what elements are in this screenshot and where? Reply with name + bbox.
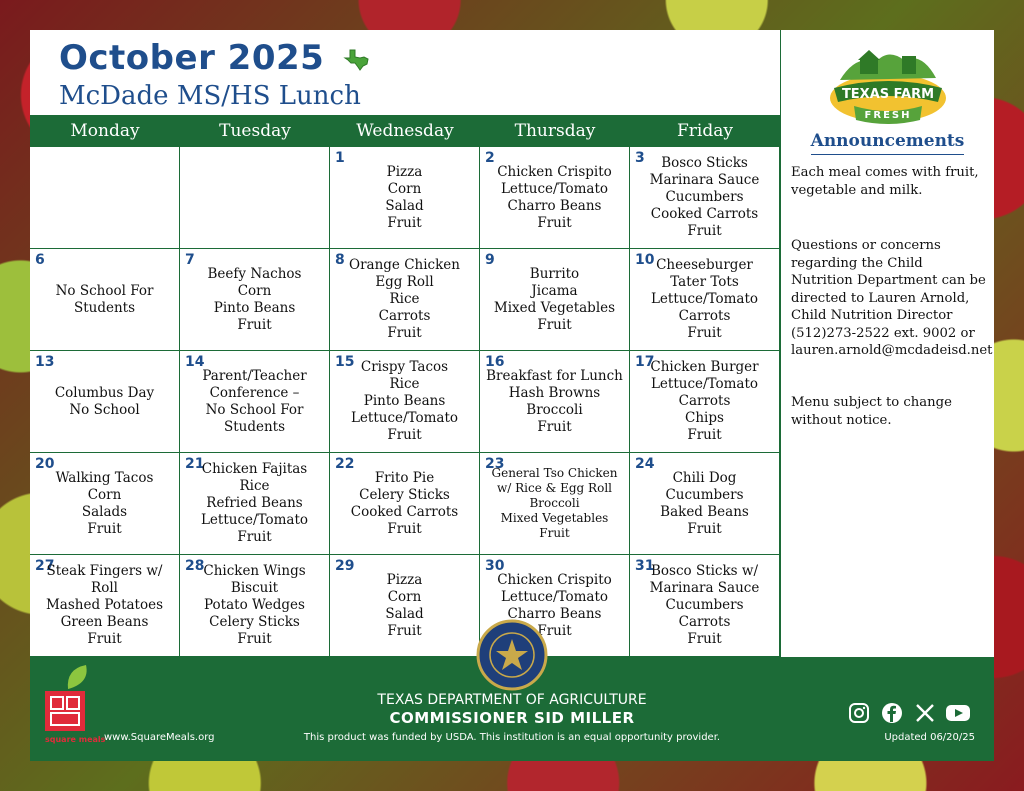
day-number: 7 bbox=[185, 252, 195, 268]
day-cell bbox=[480, 351, 630, 453]
day-number: 2 bbox=[485, 150, 495, 166]
day-number: 14 bbox=[185, 354, 205, 370]
menu-item: Celery Sticks bbox=[209, 614, 300, 630]
announcement-disclaimer: Menu subject to change without notice. bbox=[791, 395, 952, 428]
menu-item: Biscuit bbox=[230, 580, 279, 596]
menu-item: Egg Roll bbox=[375, 274, 434, 290]
day-cell bbox=[330, 453, 480, 555]
updated-date: Updated 06/20/25 bbox=[884, 732, 975, 743]
menu-item: No School For bbox=[55, 282, 154, 299]
menu-item: Salad bbox=[385, 197, 424, 214]
day-number: 8 bbox=[335, 252, 345, 268]
menu-item: Pinto Beans bbox=[363, 393, 446, 409]
menu-item: Rice bbox=[239, 478, 270, 494]
menu-item: Mixed Vegetables bbox=[500, 511, 609, 525]
menu-item: Cucumbers bbox=[665, 486, 744, 503]
footer bbox=[30, 657, 994, 761]
menu-item: Hash Browns bbox=[508, 384, 601, 401]
day-cell bbox=[30, 351, 180, 453]
menu-items bbox=[30, 351, 179, 452]
menu-item: Carrots bbox=[678, 308, 731, 324]
menu-item: Fruit bbox=[687, 325, 722, 341]
day-cell bbox=[330, 249, 480, 351]
menu-items bbox=[480, 351, 629, 452]
day-number: 10 bbox=[635, 252, 655, 268]
day-cell bbox=[180, 555, 330, 657]
menu-item: Parent/Teacher bbox=[202, 367, 307, 384]
menu-item: Fruit bbox=[537, 622, 572, 639]
day-cell bbox=[30, 249, 180, 351]
menu-items bbox=[330, 351, 479, 452]
svg-text:square meals: square meals bbox=[45, 735, 106, 744]
menu-item: Chicken Crispito bbox=[497, 163, 612, 180]
day-cell bbox=[330, 147, 480, 249]
menu-item: Refried Beans bbox=[206, 495, 303, 511]
menu-item: Carrots bbox=[378, 308, 431, 324]
menu-items bbox=[630, 453, 779, 554]
menu-item: Fruit bbox=[687, 520, 722, 537]
svg-text:FRESH: FRESH bbox=[864, 110, 912, 121]
menu-item: Steak Fingers w/ Roll bbox=[46, 563, 163, 596]
menu-item: Lettuce/Tomato bbox=[650, 291, 759, 307]
texas-icon bbox=[344, 49, 370, 71]
menu-item: Carrots bbox=[678, 614, 731, 630]
menu-item: Lettuce/Tomato bbox=[650, 376, 759, 392]
menu-items bbox=[630, 249, 779, 350]
menu-item: Bosco Sticks bbox=[661, 155, 748, 171]
menu-item: Salad bbox=[385, 605, 424, 622]
menu-item: Columbus Day bbox=[54, 384, 155, 401]
day-number: 23 bbox=[485, 456, 505, 472]
menu-item: Cooked Carrots bbox=[650, 206, 759, 222]
day-cell bbox=[180, 147, 330, 249]
menu-item: Cucumbers bbox=[665, 597, 744, 613]
menu-item: Fruit bbox=[537, 316, 572, 333]
day-cell bbox=[480, 453, 630, 555]
menu-item: Corn bbox=[387, 588, 422, 605]
agency-name: TEXAS DEPARTMENT OF AGRICULTURE bbox=[377, 692, 647, 708]
menu-item: Fruit bbox=[539, 526, 570, 540]
menu-item: No School bbox=[69, 401, 140, 418]
menu-item: Lettuce/Tomato bbox=[500, 588, 609, 605]
x-icon[interactable] bbox=[913, 701, 937, 725]
menu-item: Baked Beans bbox=[660, 503, 749, 520]
menu-items bbox=[30, 249, 179, 350]
menu-item: Corn bbox=[387, 180, 422, 197]
menu-item: Carrots bbox=[678, 393, 731, 409]
menu-item: No School For bbox=[205, 401, 304, 418]
menu-item: w/ Rice & Egg Roll bbox=[496, 481, 612, 495]
menu-item: Broccoli bbox=[526, 401, 583, 418]
weekday-label: Friday bbox=[677, 121, 733, 141]
menu-item: Broccoli bbox=[529, 496, 580, 510]
menu-item: Lettuce/Tomato bbox=[500, 180, 609, 197]
day-cell bbox=[180, 351, 330, 453]
menu-item: Fruit bbox=[387, 427, 422, 443]
day-number: 24 bbox=[635, 456, 655, 472]
day-number: 22 bbox=[335, 456, 355, 472]
menu-item: Fruit bbox=[387, 520, 422, 537]
menu-items bbox=[30, 453, 179, 554]
announcement-meal-note: Each meal comes with fruit, vegetable and milk. bbox=[791, 165, 979, 198]
menu-item: Beefy Nachos bbox=[207, 265, 302, 282]
menu-item: Fruit bbox=[687, 631, 722, 647]
menu-calendar bbox=[30, 30, 994, 761]
day-cell bbox=[630, 453, 780, 555]
day-number: 28 bbox=[185, 558, 205, 574]
menu-items bbox=[330, 453, 479, 554]
menu-items bbox=[180, 453, 329, 554]
menu-item: Pinto Beans bbox=[213, 299, 296, 316]
facebook-icon[interactable] bbox=[880, 701, 904, 725]
day-cell bbox=[630, 351, 780, 453]
weekday-header bbox=[30, 115, 780, 147]
menu-item: Fruit bbox=[687, 223, 722, 239]
menu-item: Charro Beans bbox=[507, 605, 602, 622]
menu-item: Potato Wedges bbox=[204, 597, 305, 613]
menu-item: Cheeseburger bbox=[656, 257, 753, 273]
day-number: 15 bbox=[335, 354, 355, 370]
menu-item: Rice bbox=[389, 376, 420, 392]
menu-item: Frito Pie bbox=[374, 469, 435, 486]
day-cell bbox=[630, 555, 780, 657]
announcement-contact: Questions or concerns regarding the Child Nutrition Department can be directed to Lauren Arnold, Child Nutrition Director (512)273-2522 ext. 9002 or lauren.arnold@mcdadeisd.net bbox=[791, 238, 993, 358]
day-number: 31 bbox=[635, 558, 655, 574]
menu-item: Marinara Sauce bbox=[649, 172, 760, 188]
menu-items bbox=[180, 351, 329, 452]
day-number: 3 bbox=[635, 150, 645, 166]
weekday-label: Monday bbox=[70, 121, 140, 141]
svg-text:TEXAS FARM: TEXAS FARM bbox=[841, 87, 935, 102]
funding-statement: This product was funded by USDA. This institution is an equal opportunity provider. bbox=[303, 732, 721, 743]
menu-item: Fruit bbox=[387, 325, 422, 341]
day-number: 27 bbox=[35, 558, 55, 574]
menu-item: Rice bbox=[389, 291, 420, 307]
menu-items bbox=[630, 147, 779, 248]
menu-item: Bosco Sticks w/ bbox=[650, 563, 758, 579]
menu-item: Salads bbox=[81, 503, 128, 520]
menu-item: Fruit bbox=[237, 529, 272, 545]
menu-item: Fruit bbox=[687, 427, 722, 443]
menu-item: Students bbox=[223, 418, 286, 435]
menu-item: Fruit bbox=[87, 631, 122, 647]
menu-items bbox=[180, 147, 329, 248]
menu-item: Fruit bbox=[237, 316, 272, 333]
menu-item: Chicken Wings bbox=[203, 563, 306, 579]
menu-items bbox=[630, 555, 779, 656]
menu-item: Marinara Sauce bbox=[649, 580, 760, 596]
weekday-label: Tuesday bbox=[219, 121, 291, 141]
day-cell bbox=[480, 249, 630, 351]
menu-items bbox=[480, 453, 629, 554]
day-number: 20 bbox=[35, 456, 55, 472]
menu-item: Pizza bbox=[386, 571, 423, 588]
tda-seal bbox=[476, 619, 548, 691]
menu-item: General Tso Chicken bbox=[491, 466, 618, 480]
menu-item: Fruit bbox=[537, 418, 572, 435]
day-cell bbox=[180, 453, 330, 555]
day-cell bbox=[30, 555, 180, 657]
menu-items bbox=[30, 147, 179, 248]
day-cell bbox=[30, 453, 180, 555]
menu-item: Chili Dog bbox=[672, 469, 737, 486]
menu-item: Fruit bbox=[237, 631, 272, 647]
day-cell bbox=[630, 147, 780, 249]
menu-item: Fruit bbox=[387, 214, 422, 231]
day-number: 17 bbox=[635, 354, 655, 370]
day-number: 30 bbox=[485, 558, 505, 574]
day-number: 21 bbox=[185, 456, 205, 472]
announcements-title: Announcements bbox=[810, 131, 965, 151]
menu-item: Conference – bbox=[209, 384, 300, 401]
menu-items bbox=[180, 249, 329, 350]
title-underline bbox=[811, 154, 964, 155]
menu-item: Chicken Crispito bbox=[497, 571, 612, 588]
day-cell bbox=[330, 351, 480, 453]
day-cell bbox=[180, 249, 330, 351]
menu-items bbox=[480, 249, 629, 350]
page-title: October 2025 bbox=[59, 38, 325, 78]
weekday-label: Thursday bbox=[514, 121, 596, 141]
weekday-label: Wednesday bbox=[356, 121, 454, 141]
menu-item: Celery Sticks bbox=[359, 486, 450, 503]
menu-items bbox=[330, 555, 479, 656]
day-number: 16 bbox=[485, 354, 505, 370]
menu-item: Chicken Fajitas bbox=[201, 461, 308, 477]
menu-item: Walking Tacos bbox=[55, 469, 154, 486]
menu-items bbox=[30, 555, 179, 656]
menu-item: Green Beans bbox=[60, 614, 149, 630]
menu-item: Lettuce/Tomato bbox=[200, 512, 309, 528]
menu-item: Chips bbox=[685, 410, 724, 426]
menu-item: Orange Chicken bbox=[349, 257, 460, 273]
day-cell bbox=[480, 147, 630, 249]
menu-item: Corn bbox=[87, 486, 122, 503]
menu-item: Burrito bbox=[529, 265, 580, 282]
menu-item: Fruit bbox=[387, 622, 422, 639]
day-number: 1 bbox=[335, 150, 345, 166]
menu-item: Mixed Vegetables bbox=[493, 299, 616, 316]
page-subtitle: McDade MS/HS Lunch bbox=[59, 81, 361, 111]
day-cell bbox=[30, 147, 180, 249]
day-number: 29 bbox=[335, 558, 355, 574]
day-number: 13 bbox=[35, 354, 55, 370]
menu-item: Cucumbers bbox=[665, 189, 744, 205]
menu-items bbox=[330, 249, 479, 350]
menu-item: Cooked Carrots bbox=[350, 503, 459, 520]
day-number: 9 bbox=[485, 252, 495, 268]
menu-item: Tater Tots bbox=[670, 274, 739, 290]
menu-item: Mashed Potatoes bbox=[45, 597, 164, 613]
menu-item: Crispy Tacos bbox=[360, 359, 449, 375]
menu-item: Lettuce/Tomato bbox=[350, 410, 459, 426]
day-cell bbox=[330, 555, 480, 657]
menu-item: Fruit bbox=[537, 214, 572, 231]
menu-item: Corn bbox=[237, 282, 272, 299]
day-number: 6 bbox=[35, 252, 45, 268]
menu-items bbox=[630, 351, 779, 452]
menu-item: Fruit bbox=[87, 520, 122, 537]
menu-items bbox=[180, 555, 329, 656]
menu-item: Jicama bbox=[531, 282, 578, 299]
menu-item: Pizza bbox=[386, 163, 423, 180]
commissioner-name: COMMISSIONER SID MILLER bbox=[389, 709, 635, 727]
social-icons bbox=[847, 701, 970, 725]
day-cell bbox=[630, 249, 780, 351]
menu-item: Charro Beans bbox=[507, 197, 602, 214]
menu-item: Chicken Burger bbox=[650, 359, 759, 375]
announcements-panel bbox=[780, 30, 994, 657]
menu-items bbox=[330, 147, 479, 248]
instagram-icon[interactable] bbox=[847, 701, 871, 725]
texas-farm-fresh-logo bbox=[826, 40, 950, 128]
menu-items bbox=[480, 147, 629, 248]
menu-item: Students bbox=[73, 299, 136, 316]
menu-item: Breakfast for Lunch bbox=[486, 367, 623, 384]
youtube-icon[interactable] bbox=[946, 701, 970, 725]
website-link[interactable]: www.SquareMeals.org bbox=[104, 732, 215, 743]
